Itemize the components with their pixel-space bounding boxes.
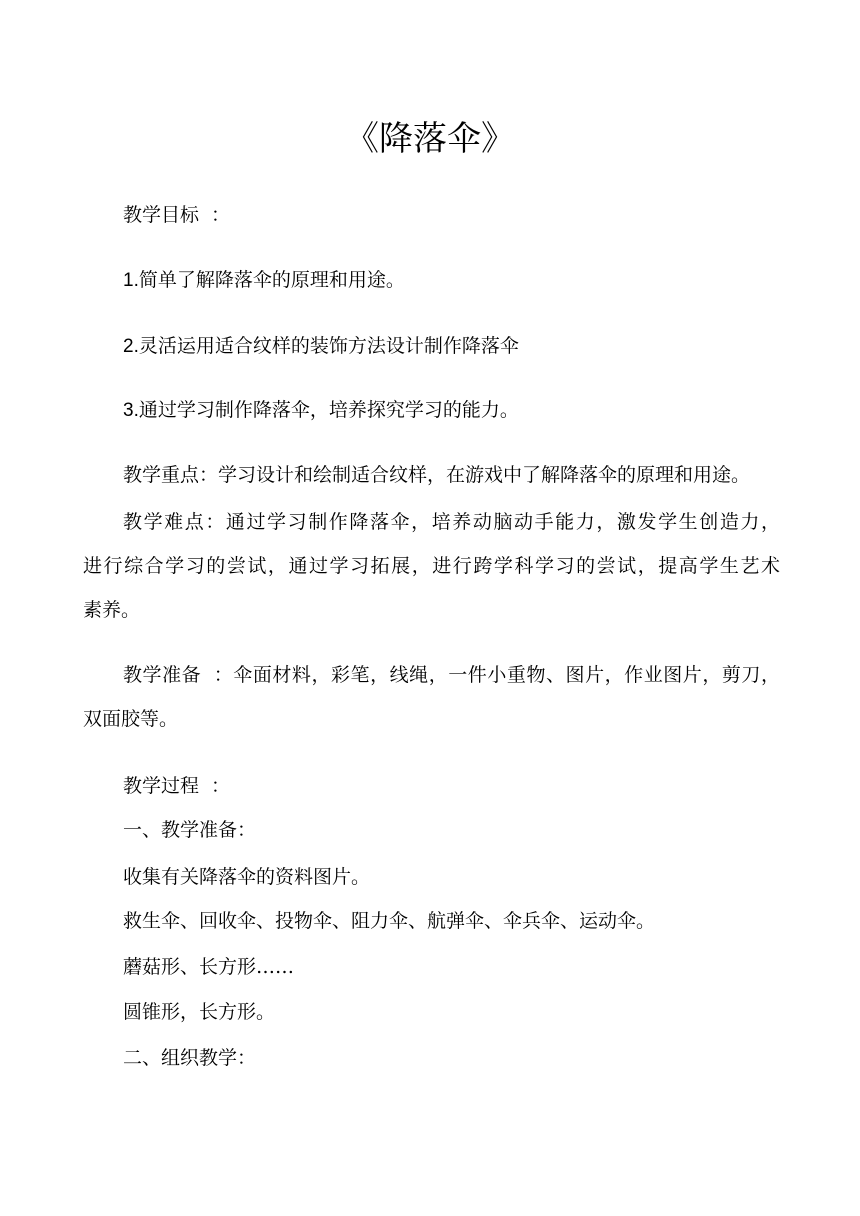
prep-heading: 教学准备 [123, 664, 202, 686]
prep-text: ：伞面材料，彩笔，线绳，一件小重物、图片，作业图片，剪刀， [213, 664, 780, 686]
process-line-4: 蘑菇形、长方形…… [123, 956, 295, 978]
document-title: 《降落伞》 [345, 119, 515, 159]
process-heading-line [123, 773, 230, 799]
goal-number: 1. [123, 270, 139, 291]
goals-colon: ： [211, 204, 231, 226]
process-line-5: 圆锥形，长方形。 [123, 1001, 276, 1023]
difficulty-line-1: 教学难点：通过学习制作降落伞，培养动脑动手能力，激发学生创造力， [123, 511, 780, 533]
goal-item-1 [123, 267, 405, 294]
goal-item-2 [123, 333, 519, 360]
process-line-1: 一、教学准备： [123, 819, 257, 841]
goal-text: 灵活运用适合纹样的装饰方法设计制作降落伞 [138, 335, 519, 357]
difficulty-line-2: 进行综合学习的尝试，通过学习拓展，进行跨学科学习的尝试，提高学生艺术 [83, 555, 780, 577]
process-line-2: 收集有关降落伞的资料图片。 [123, 866, 371, 888]
goal-number: 3. [123, 400, 139, 421]
process-colon: ： [211, 775, 231, 797]
goals-heading: 教学目标 [123, 204, 200, 226]
goals-heading-line [123, 202, 230, 228]
goal-text: 简单了解降落伞的原理和用途。 [138, 269, 405, 291]
process-line-6: 二、组织教学： [123, 1047, 257, 1069]
goal-item-3 [123, 397, 519, 424]
goal-text: 通过学习制作降落伞，培养探究学习的能力。 [138, 399, 519, 421]
difficulty-line-3: 素养。 [83, 599, 141, 621]
process-heading: 教学过程 [123, 775, 200, 797]
prep-line-1 [123, 662, 780, 688]
key-point-paragraph: 教学重点：学习设计和绘制适合纹样，在游戏中了解降落伞的原理和用途。 [123, 464, 751, 486]
goal-number: 2. [123, 336, 139, 357]
prep-line-2: 双面胶等。 [83, 708, 179, 730]
process-line-3: 救生伞、回收伞、投物伞、阻力伞、航弹伞、伞兵伞、运动伞。 [123, 910, 656, 932]
